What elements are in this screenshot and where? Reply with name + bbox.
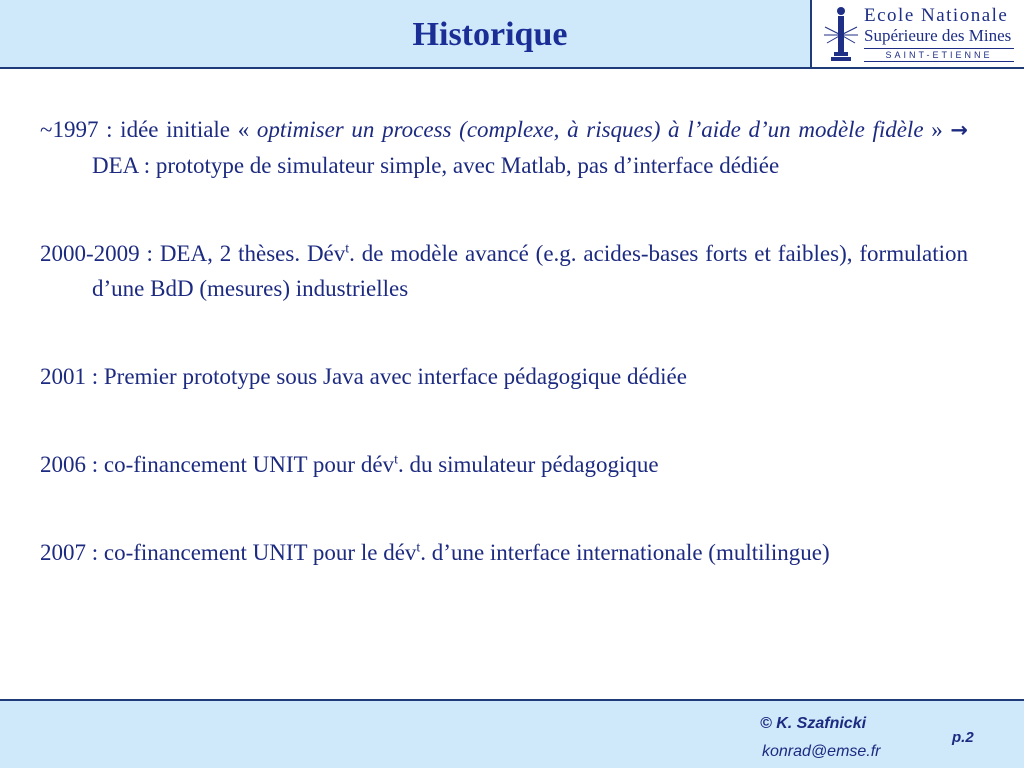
text-run: 2000-2009 : DEA, 2 thèses. Dév <box>40 241 346 266</box>
logo-line-1: Ecole Nationale <box>864 5 1009 26</box>
text-run: ~1997 : idée initiale « <box>40 117 257 142</box>
superscript: t <box>345 241 350 257</box>
text-run: . de modèle avancé (e.g. acides-bases forts et faibles), formulation d’une BdD (mesures) industrielles <box>92 241 968 301</box>
logo-line-3: SAINT-ETIENNE <box>864 48 1014 62</box>
text-run: » <box>923 117 951 142</box>
superscript: t <box>416 540 421 556</box>
quoted-text: optimiser un process (complexe, à risques) à l’aide d’un modèle fidèle <box>256 117 924 142</box>
arrow-right-icon: → <box>950 118 968 142</box>
school-logo <box>810 0 1024 67</box>
history-item-2000-2009 <box>40 236 968 306</box>
history-item-2001 <box>40 359 968 394</box>
text-run: 2006 : co-financement UNIT pour dév <box>40 452 395 477</box>
page-number: p.2 <box>952 729 974 746</box>
slide-body <box>40 112 968 570</box>
history-item-2006 <box>40 447 968 482</box>
history-item-1997 <box>40 112 968 183</box>
slide-footer <box>0 699 1024 768</box>
text-run: 2001 : Premier prototype sous Java avec interface pédagogique dédiée <box>40 364 687 389</box>
author-email: konrad@emse.fr <box>762 743 881 760</box>
history-item-2007 <box>40 535 968 570</box>
text-run: . d’une interface internationale (multilingue) <box>420 540 830 565</box>
school-emblem-icon <box>822 5 860 65</box>
slide-title: Historique <box>412 16 568 53</box>
logo-line-2: Supérieure des Mines <box>864 26 1012 45</box>
text-run: 2007 : co-financement UNIT pour le dév <box>40 540 417 565</box>
text-run: DEA : prototype de simulateur simple, avec Matlab, pas d’interface dédiée <box>92 153 780 178</box>
superscript: t <box>394 452 398 468</box>
slide-header <box>0 0 1024 69</box>
author-credit: © K. Szafnicki <box>760 715 867 732</box>
text-run: . du simulateur pédagogique <box>397 452 659 477</box>
